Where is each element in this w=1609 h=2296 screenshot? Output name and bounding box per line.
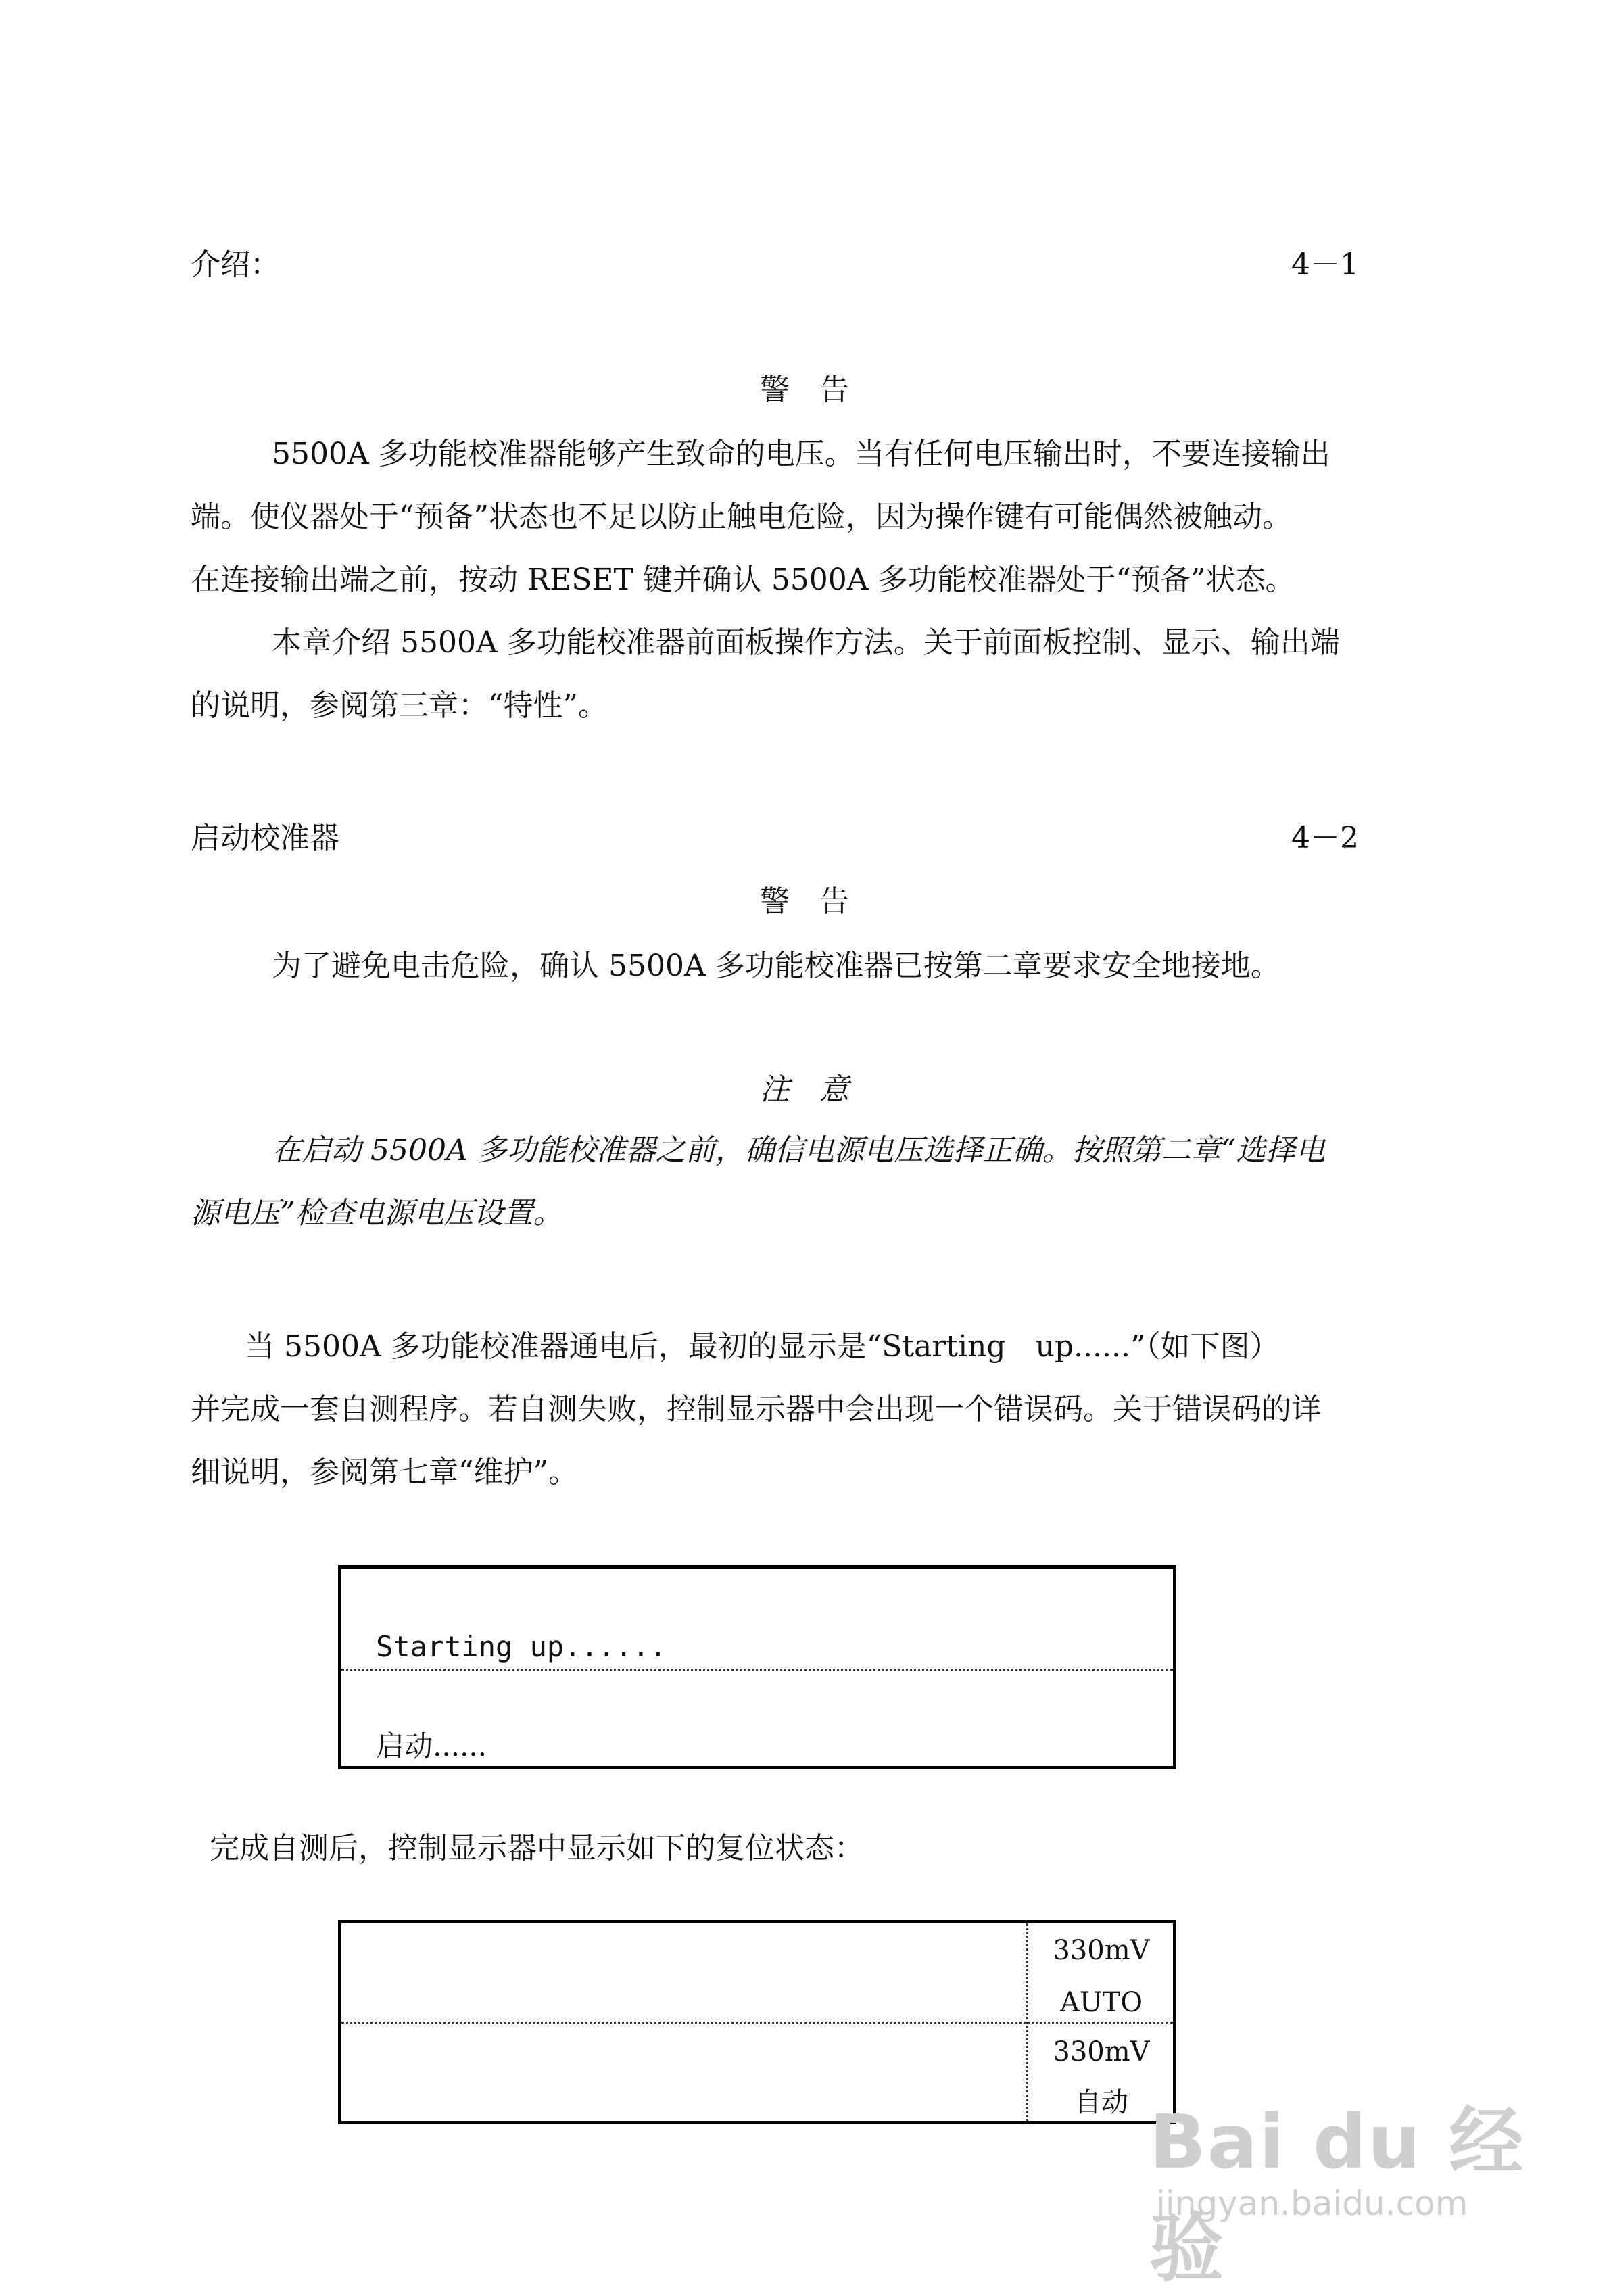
baidu-logo: Bai du 经验 (1149, 2099, 1525, 2292)
display1-bottom-text: 启动...... (376, 1729, 487, 1763)
startup-paragraph (191, 1315, 1428, 1504)
display2-divider (341, 2022, 1173, 2024)
intro-line1: 本章介绍 5500A 多功能校准器前面板操作方法。关于前面板控制、显示、输出端 (272, 625, 1340, 660)
display2-top-mode: AUTO (1059, 1987, 1143, 2018)
display2-top-value: 330mV (1053, 1935, 1150, 1966)
warning1-line3: 在连接输出端之前，按动 RESET 键并确认 5500A 多功能校准器处于“预备”状态。 (191, 563, 1295, 597)
warning-heading-2: 警 告 (760, 884, 849, 919)
intro-line2: 的说明，参阅第三章：“特性”。 (191, 688, 608, 723)
caution-paragraph (191, 1119, 1428, 1245)
display2-bottom-value: 330mV (1053, 2036, 1150, 2067)
reset-caption: 完成自测后，控制显示器中显示如下的复位状态： (210, 1831, 864, 1865)
section-title-intro: 介绍： (191, 247, 280, 282)
warning1-line2: 端。使仪器处于“预备”状态也不足以防止触电危险，因为操作键有可能偶然被触动。 (191, 500, 1292, 534)
warning-heading-1: 警 告 (760, 373, 849, 407)
section-number-intro: 4－1 (1291, 247, 1359, 282)
startup-line1: 当 5500A 多功能校准器通电后，最初的显示是“Starting up......”（如下图） (245, 1329, 1280, 1364)
display2-bottom-mode: 自动 (1074, 2087, 1128, 2118)
display2-vertical-divider (1026, 1923, 1028, 2121)
warning1-line1: 5500A 多功能校准器能够产生致命的电压。当有任何电压输出时，不要连接输出 (272, 437, 1330, 471)
caution-heading: 注 意 (760, 1072, 849, 1107)
startup-line3: 细说明，参阅第七章“维护”。 (191, 1455, 578, 1489)
baidu-watermark (1149, 2082, 1528, 2292)
display1-top-text: Starting up...... (376, 1630, 667, 1663)
display1-divider (341, 1669, 1173, 1671)
caution-line1: 在启动 5500A 多功能校准器之前，确信电源电压选择正确。按照第二章“选择电 (272, 1133, 1326, 1168)
baidu-url: jingyan.baidu.com (1156, 2184, 1468, 2223)
warning-paragraph-1 (191, 423, 1428, 737)
section-number-startup: 4－2 (1291, 821, 1359, 855)
section-title-startup: 启动校准器 (191, 821, 339, 855)
caution-line2: 源电压”检查电源电压设置。 (191, 1196, 563, 1230)
startup-line2: 并完成一套自测程序。若自测失败，控制显示器中会出现一个错误码。关于错误码的详 (191, 1392, 1321, 1427)
warning-text-2: 为了避免电击危险，确认 5500A 多功能校准器已按第二章要求安全地接地。 (272, 949, 1280, 983)
